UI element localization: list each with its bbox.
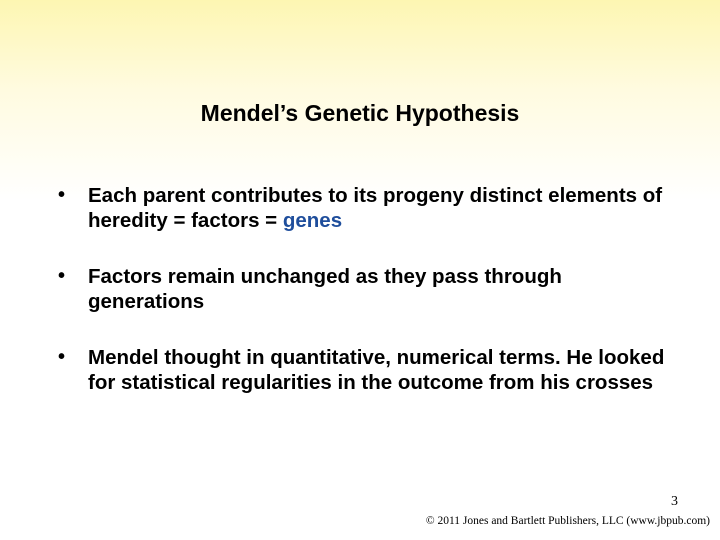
bullet-text: Each parent contributes to its progeny distinct elements of heredity = factors = — [88, 184, 663, 232]
highlight-term-genes: genes — [282, 209, 343, 232]
page-number: 3 — [671, 494, 678, 509]
bullet-point-icon: • — [58, 184, 66, 206]
bullet-item — [58, 264, 668, 314]
bullet-item — [58, 345, 668, 395]
bullet-text: Mendel thought in quantitative, numerical terms. He looked for statistical regularities in the outcome from his crosses — [88, 346, 665, 394]
bullet-point-icon: • — [58, 346, 66, 368]
bullet-list — [58, 183, 668, 395]
bullet-text: Factors remain unchanged as they pass through generations — [88, 265, 562, 313]
slide-title: Mendel’s Genetic Hypothesis — [200, 100, 520, 126]
bullet-item — [58, 183, 668, 233]
copyright-notice: © 2011 Jones and Bartlett Publishers, LLC (www.jbpub.com) — [425, 515, 710, 527]
bullet-point-icon: • — [58, 265, 66, 287]
